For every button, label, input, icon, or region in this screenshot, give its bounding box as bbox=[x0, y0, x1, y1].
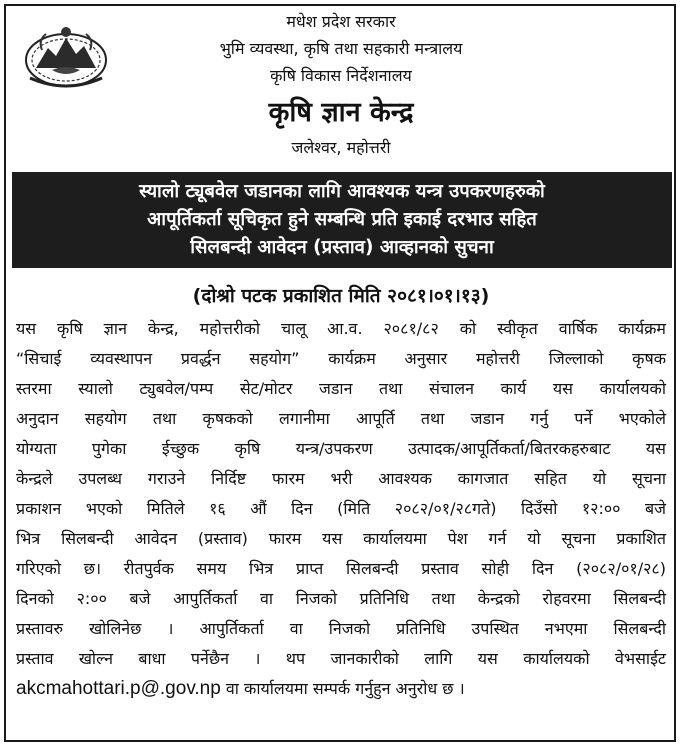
body-line: प्रस्तावरु खोलिनेछ । आपुर्तिकर्ता वा निजको प्रतिनिधि उपस्थित नभएमा सिलबन्दी bbox=[16, 619, 666, 638]
contact-email: akcmahottari.p@.gov.np bbox=[16, 678, 221, 699]
body-line: स्तरमा स्यालो ट्युबवेल/पम्प सेट/मोटर जडान तथा संचालन कार्य यस कार्यालयको bbox=[16, 379, 666, 398]
header-ministry: भुमि व्यवस्था, कृषि तथा सहकारी मन्त्रालय bbox=[219, 39, 463, 58]
body-line: योग्यता पुगेका ईच्छुक कृषि यन्त्र/उपकरण उत्पादक/आपूर्तिकर्ता/बितरकहरुबाट यस bbox=[16, 439, 666, 458]
notice-title-banner bbox=[12, 172, 672, 268]
header-location: जलेश्वर, महोत्तरी bbox=[291, 138, 391, 157]
contact-text: वा कार्यालयमा सम्पर्क गर्नुहुन अनुरोध छ । bbox=[220, 679, 465, 698]
notice-title-line: स्यालो ट्यूबवेल जडानका लागि आवश्यक यन्त्र उपकरणहरुको bbox=[139, 181, 545, 202]
notice-title-line: आपूर्तिकर्ता सूचिकृत हुने सम्बन्धि प्रति इकाई दरभाउ सहित bbox=[147, 209, 537, 230]
header-office-title: कृषि ज्ञान केन्द्र bbox=[268, 97, 414, 128]
body-line: प्रकाशन भएको मितिले १६ औं दिन (मिति २०८२/०१/२८गते) दिउँसो १२:०० बजे bbox=[16, 499, 666, 518]
publication-date: (दोश्रो पटक प्रकाशित मिति २०८१।०१।१३) bbox=[192, 285, 490, 307]
body-line: यस कृषि ज्ञान केन्द्र, महोत्तरीको चालू आ.व. २०८१/८२ को स्वीकृत वार्षिक कार्यक्रम bbox=[16, 319, 666, 338]
body-line: केन्द्रले उपलब्ध गराउने निर्दिष्ट फारम भरी आवश्यक कागजात सहित यो सूचना bbox=[16, 469, 666, 488]
notice-title-line: सिलबन्दी आवेदन (प्रस्ताव) आव्हानको सुचना bbox=[190, 237, 494, 258]
body-line: भित्र सिलबन्दी आवेदन (प्रस्ताव) फारम यस कार्यालयमा पेश गर्न यो सूचना प्रकाशित bbox=[16, 529, 666, 548]
body-line: “सिचाई व्यवस्थापन प्रवर्द्धन सहयोग” कार्यक्रम अनुसार महोत्तरी जिल्लाको कृषक bbox=[16, 349, 666, 368]
body-line: अनुदान सहयोग तथा कृषकको लगानीमा आपूर्ति तथा जडान गर्नु पर्ने भएकोले bbox=[16, 409, 666, 428]
header-directorate: कृषि विकास निर्देशनालय bbox=[270, 66, 412, 85]
body-line: प्रस्ताव खोल्न बाधा पर्नेछैन । थप जानकारीको लागि यस कार्यालयको वेभसाईट bbox=[16, 649, 666, 668]
body-last-line bbox=[16, 677, 666, 700]
body-line: दिनको २:०० बजे आपुर्तिकर्ता वा निजको प्रतिनिधि तथा केन्द्रको रोहवरमा सिलबन्दी bbox=[16, 589, 666, 608]
header-province: मधेश प्रदेश सरकार bbox=[286, 12, 396, 31]
body-line: गरिएको छ। रीतपुर्वक समय भित्र प्राप्त सिलबन्दी प्रस्ताव सोही दिन (२०८२/०१/२८) bbox=[16, 559, 666, 578]
